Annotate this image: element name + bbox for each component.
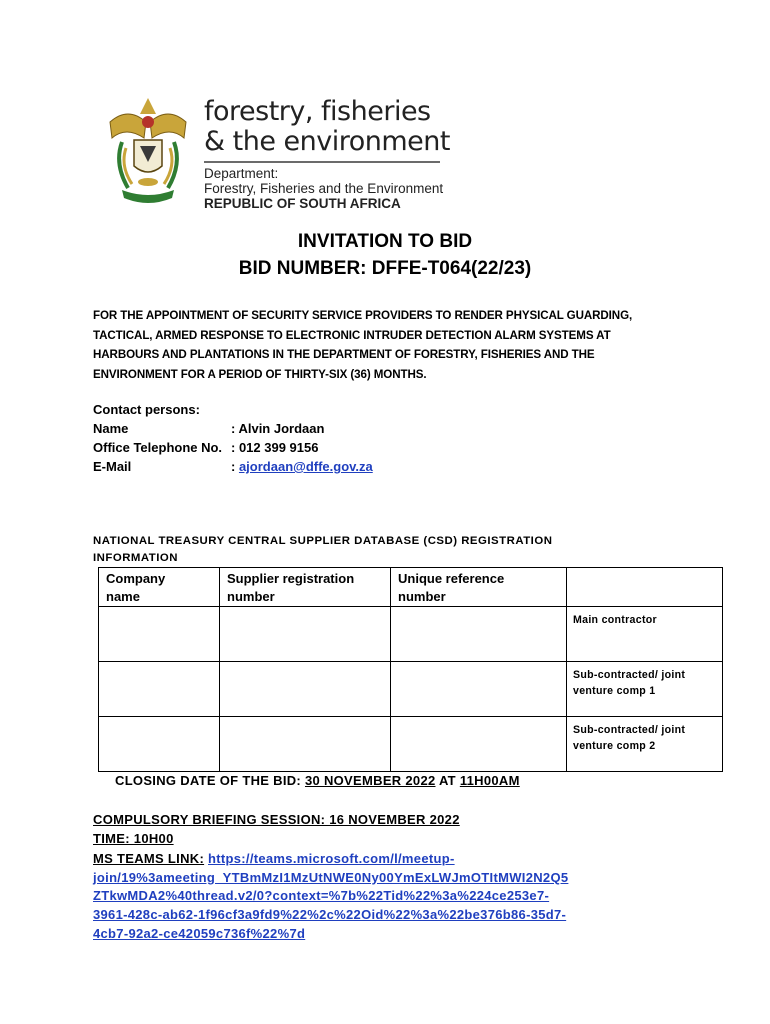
briefing-time: TIME: 10H00 — [93, 831, 174, 846]
purpose-line: HARBOURS AND PLANTATIONS IN THE DEPARTMENT OF FORESTRY, FISHERIES AND THE — [93, 348, 595, 361]
contact-email-value — [231, 459, 373, 474]
closing-time-value: 11H00AM — [459, 773, 520, 788]
coat-of-arms-icon — [100, 92, 196, 210]
column-header-company: Company name — [99, 568, 220, 607]
unique-reference-cell[interactable] — [391, 662, 567, 717]
contact-telephone-label: Office Telephone No. — [93, 440, 223, 455]
company-name-cell[interactable] — [99, 662, 220, 717]
column-header-unique-reference: Unique reference number — [391, 568, 567, 607]
contact-name-label: Name — [93, 421, 129, 436]
briefing-heading: COMPULSORY BRIEFING SESSION: 16 NOVEMBER 2022 — [93, 812, 460, 827]
teams-link-line[interactable]: https://teams.microsoft.com/l/meetup- — [208, 851, 455, 866]
supplier-number-cell[interactable] — [220, 607, 391, 662]
table-row — [99, 607, 723, 662]
supplier-number-cell[interactable] — [220, 717, 391, 772]
teams-link-label: MS TEAMS LINK: — [93, 851, 205, 866]
column-header-supplier-number: Supplier registration number — [220, 568, 391, 607]
company-name-cell[interactable] — [99, 607, 220, 662]
unique-reference-cell[interactable] — [391, 717, 567, 772]
department-label: Department: — [204, 166, 279, 181]
department-name: Forestry, Fisheries and the Environment — [204, 181, 444, 196]
teams-link-line[interactable]: 3961-428c-ab62-1f96cf3a9fd9%22%2c%22Oid%22%3a%22be376b86-35d7- — [93, 907, 567, 923]
role-cell: Main contractor — [567, 607, 723, 662]
csd-heading-line-2: INFORMATION — [93, 552, 179, 564]
column-header-role — [567, 568, 723, 607]
contact-email-prefix: : — [231, 459, 239, 474]
closing-date-value: 30 NOVEMBER 2022 — [304, 773, 436, 788]
table-row — [99, 717, 723, 772]
bid-number: BID NUMBER: DFFE-T064(22/23) — [238, 258, 532, 279]
closing-label: CLOSING DATE OF THE BID: — [115, 773, 305, 788]
contact-email-link[interactable]: ajordaan@dffe.gov.za — [238, 459, 373, 474]
csd-registration-table — [98, 567, 723, 772]
supplier-number-cell[interactable] — [220, 662, 391, 717]
brand-name-line-2: & the environment — [204, 126, 450, 157]
closing-date — [115, 773, 520, 788]
country-name: REPUBLIC OF SOUTH AFRICA — [204, 196, 401, 211]
table-header-row — [99, 568, 723, 607]
contact-name-value: : Alvin Jordaan — [231, 421, 325, 436]
teams-link-line[interactable]: 4cb7-92a2-ce42059c736f%22%7d — [93, 925, 306, 941]
document-title: INVITATION TO BID — [297, 231, 473, 252]
purpose-line: FOR THE APPOINTMENT OF SECURITY SERVICE PROVIDERS TO RENDER PHYSICAL GUARDING, — [93, 309, 633, 322]
teams-link-line[interactable]: ZTkwMDA2%40thread.v2/0?context=%7b%22Tid%22%3a%224ce253e7- — [93, 888, 550, 904]
contact-telephone-value: : 012 399 9156 — [231, 440, 319, 455]
company-name-cell[interactable] — [99, 717, 220, 772]
unique-reference-cell[interactable] — [391, 607, 567, 662]
contact-email-label: E-Mail — [93, 459, 132, 474]
csd-heading-line-1: NATIONAL TREASURY CENTRAL SUPPLIER DATABASE (CSD) REGISTRATION — [93, 535, 553, 547]
role-cell: Sub-contracted/ joint venture comp 2 — [567, 717, 723, 772]
brand-divider — [204, 161, 440, 163]
bid-purpose — [93, 306, 653, 384]
purpose-line: TACTICAL, ARMED RESPONSE TO ELECTRONIC INTRUDER DETECTION ALARM SYSTEMS AT — [93, 328, 611, 342]
contact-heading: Contact persons: — [93, 402, 200, 417]
teams-link-block — [93, 850, 568, 944]
role-cell: Sub-contracted/ joint venture comp 1 — [567, 662, 723, 717]
closing-at: AT — [435, 773, 460, 788]
brand-name-line-1: forestry, fisheries — [204, 96, 431, 127]
purpose-line: ENVIRONMENT FOR A PERIOD OF THIRTY-SIX (36) MONTHS. — [93, 367, 427, 381]
teams-link-line[interactable]: join/19%3ameeting_YTBmMzI1MzUtNWE0Ny00YmExLWJmOTItMWI2N2Q5 — [93, 869, 569, 885]
table-row — [99, 662, 723, 717]
